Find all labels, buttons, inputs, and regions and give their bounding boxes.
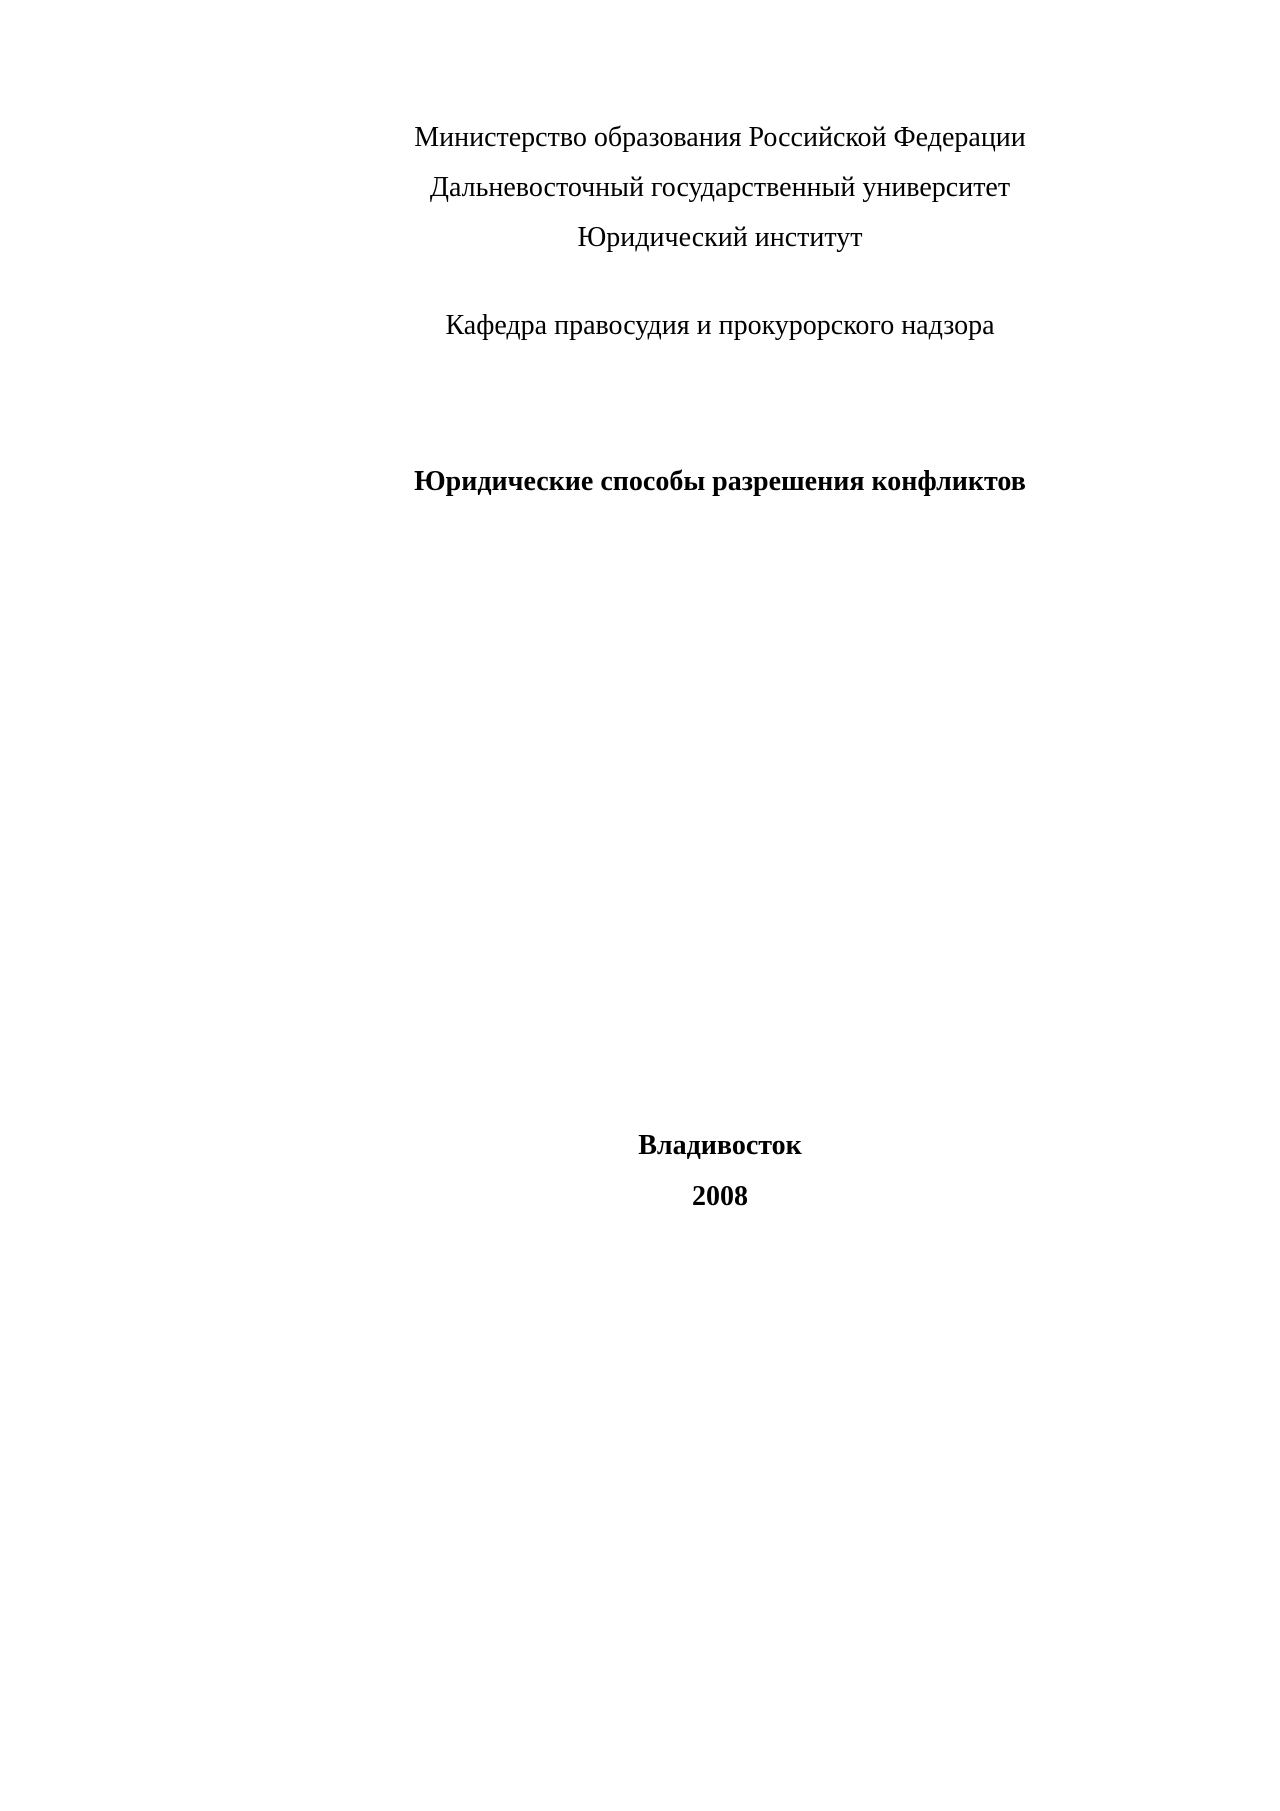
ministry-name: Министерство образования Российской Федерации [414, 122, 1026, 153]
year: 2008 [692, 1181, 748, 1212]
department-name: Кафедра правосудия и прокурорского надзора [445, 310, 995, 341]
institute-name: Юридический институт [577, 222, 863, 253]
university-name: Дальневосточный государственный университет [429, 172, 1011, 203]
document-title: Юридические способы разрешения конфликтов [414, 466, 1026, 497]
city: Владивосток [638, 1130, 802, 1161]
